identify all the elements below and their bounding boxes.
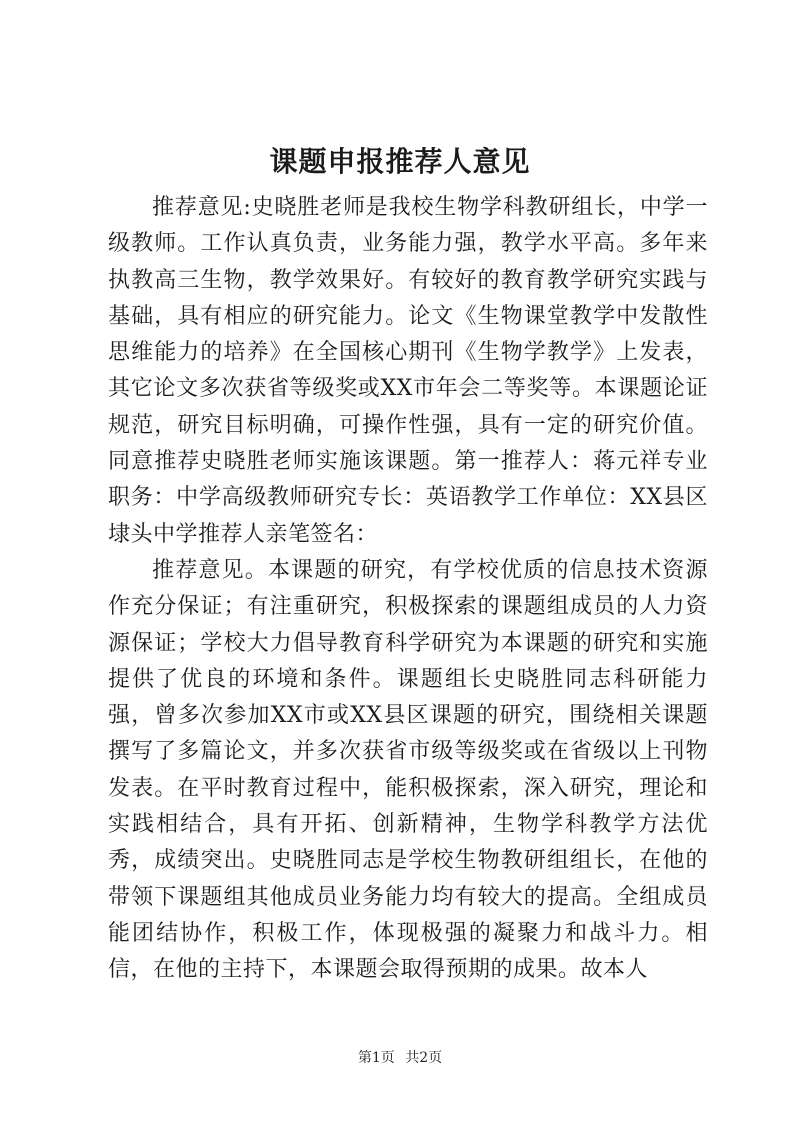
page-footer [0, 1048, 800, 1068]
document-title: 课题申报推荐人意见 [269, 145, 531, 178]
page-total: 共2页 [405, 1050, 443, 1066]
page-number: 第1页 [357, 1050, 395, 1066]
document-body [108, 190, 708, 989]
paragraph-recommendation-1: 推荐意见:史晓胜老师是我校生物学科教研组长，中学一级教师。工作认真负责，业务能力强，教学水平高。多年来执教高三生物，教学效果好。有较好的教育教学研究实践与基础，具有相应的研究能力。论文《生物课堂教学中发散性思维能力的培养》在全国核心期刊《生物学教学》上发表，其它论文多次获省等级奖或XX市年会二等奖等。本课题论证规范，研究目标明确，可操作性强，具有一定的研究价值。同意推荐史晓胜老师实施该课题。第一推荐人：蒋元祥专业职务：中学高级教师研究专长：英语教学工作单位：XX县区埭头中学推荐人亲笔签名： [108, 195, 708, 547]
paragraph-recommendation-2: 推荐意见。本课题的研究，有学校优质的信息技术资源作充分保证；有注重研究，积极探索的课题组成员的人力资源保证；学校大力倡导教育科学研究为本课题的研究和实施提供了优良的环境和条件。课题组长史晓胜同志科研能力强，曾多次参加XX市或XX县区课题的研究，围绕相关课题撰写了多篇论文，并多次获省市级等级奖或在省级以上刊物发表。在平时教育过程中，能积极探索，深入研究，理论和实践相结合，具有开拓、创新精神，生物学科教学方法优秀，成绩突出。史晓胜同志是学校生物教研组组长，在他的带领下课题组其他成员业务能力均有较大的提高。全组成员能团结协作，积极工作，体现极强的凝聚力和战斗力。相信，在他的主持下，本课题会取得预期的成果。故本人 [108, 557, 708, 983]
